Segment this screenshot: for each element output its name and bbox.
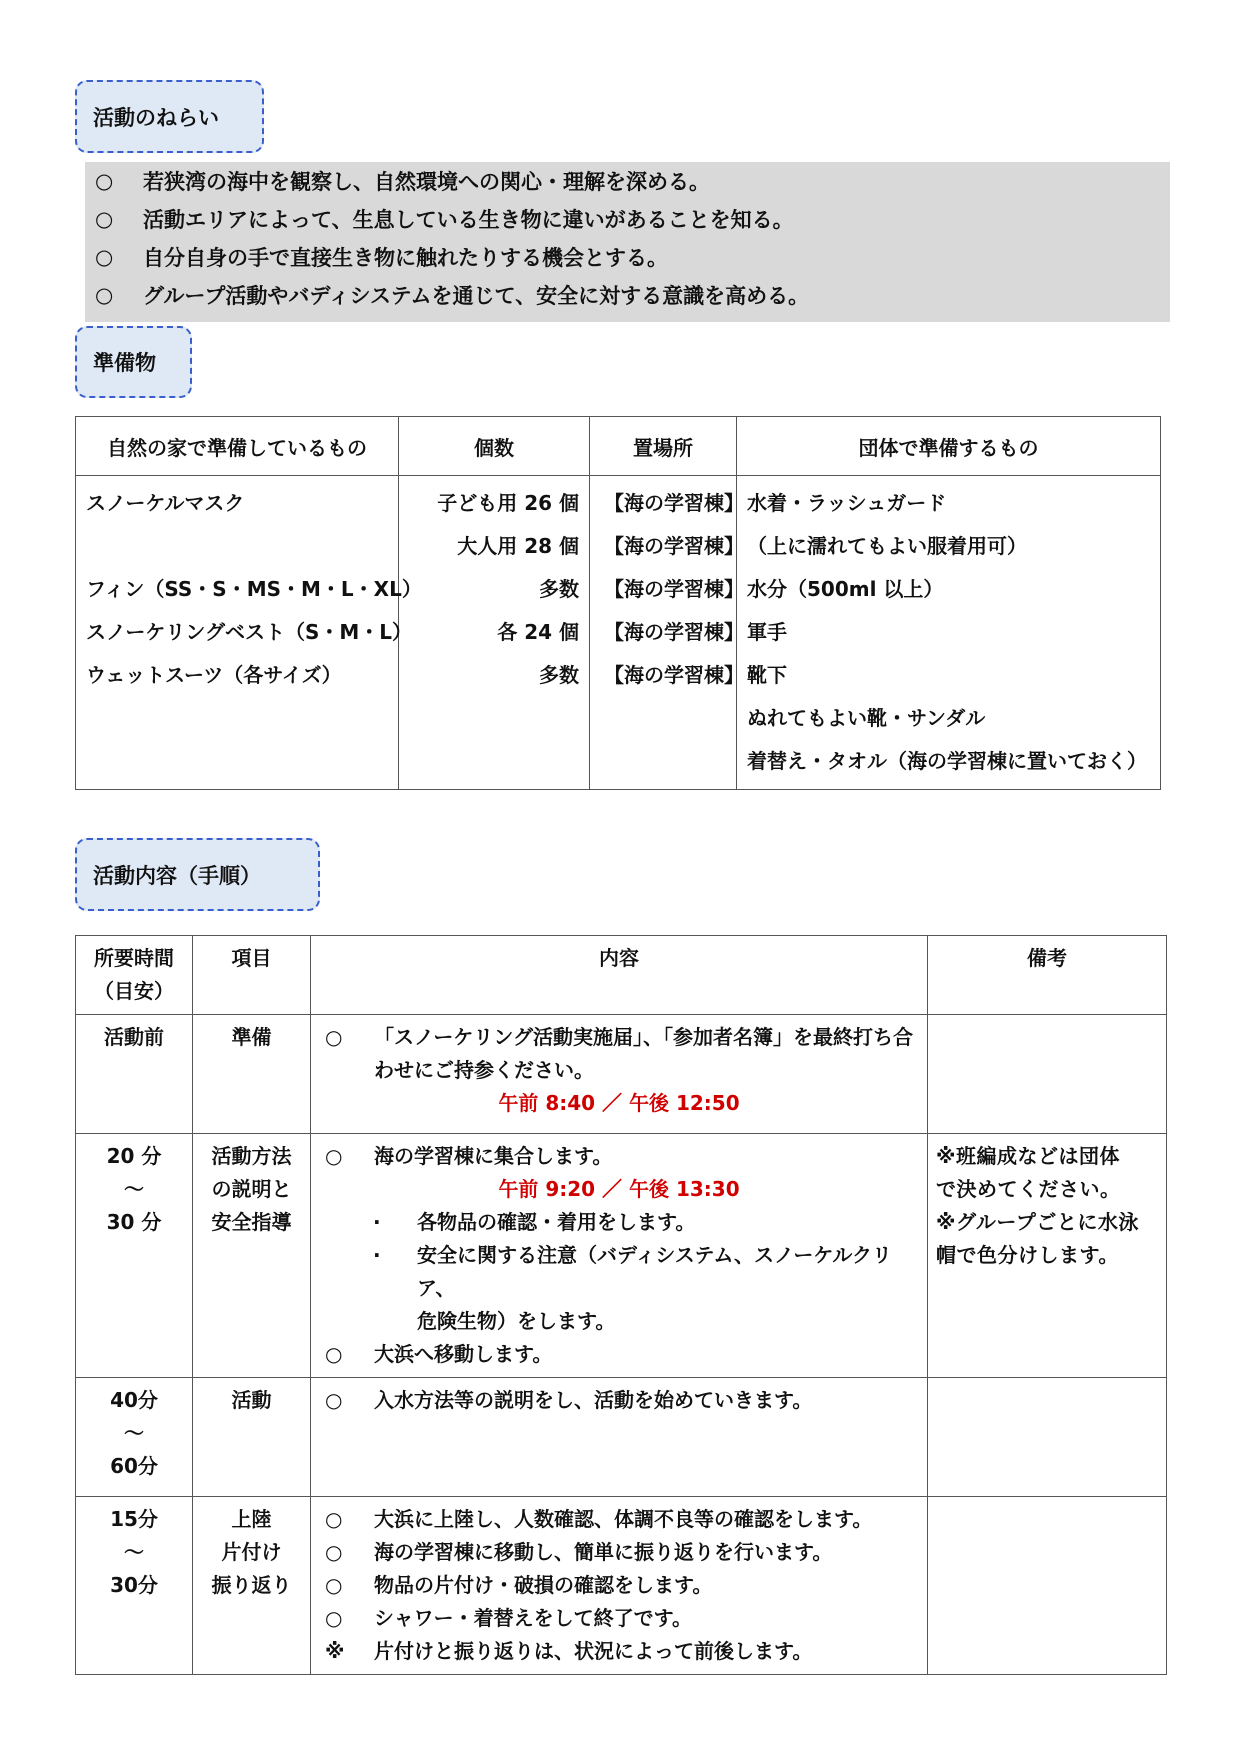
- header-count: 個数: [399, 417, 590, 476]
- content-text-b: 危険生物）をします。: [417, 1309, 616, 1333]
- circle-bullet: ○: [95, 283, 114, 307]
- locations-cell: [590, 476, 744, 790]
- procedure-table: [75, 935, 1167, 1675]
- circle-bullet: ○: [95, 207, 114, 231]
- time-text-c: 60分: [110, 1454, 158, 1478]
- item-location: 【海の学習棟】: [604, 534, 744, 558]
- content-cell: [311, 1015, 928, 1134]
- content-line: [319, 1503, 919, 1536]
- item-text-a: 上陸: [231, 1507, 272, 1531]
- facility-item: スノーケルマスク: [86, 491, 245, 515]
- table-row: [76, 1497, 1167, 1675]
- list-item: [85, 276, 1170, 314]
- header-group: 団体で準備するもの: [737, 417, 1161, 476]
- facility-item: [86, 525, 388, 568]
- content-line: [319, 1569, 919, 1602]
- header-time-sub: （目安）: [94, 979, 174, 1003]
- circle-bullet: ○: [325, 1573, 343, 1597]
- group-item: 着替え・タオル（海の学習棟に置いておく）: [747, 749, 1147, 773]
- time-cell: [76, 1497, 193, 1675]
- prep-table: [75, 416, 1161, 790]
- group-item: 軍手: [747, 620, 787, 644]
- table-header-row: [76, 936, 1167, 1015]
- aims-list: [85, 162, 1170, 322]
- content-text: [374, 1021, 913, 1087]
- content-text-a: 「スノーケリング活動実施届」、「参加者名簿」を最終打ち合: [374, 1025, 913, 1049]
- item-location: 【海の学習棟】: [604, 663, 744, 687]
- group-item: 水分（500ml 以上）: [747, 577, 944, 601]
- content-line: [319, 1206, 919, 1239]
- content-text: 海の学習棟に移動し、簡単に振り返りを行います。: [374, 1540, 833, 1564]
- content-line: [319, 1384, 919, 1417]
- group-items-cell: [737, 476, 1161, 790]
- group-item: 水着・ラッシュガード: [747, 491, 947, 515]
- dot-bullet: ·: [373, 1210, 381, 1234]
- time-text-c: 30分: [110, 1573, 158, 1597]
- facility-items-cell: [76, 476, 422, 790]
- notes-cell: [928, 1134, 1167, 1378]
- aim-text: グループ活動やバディシステムを通じて、安全に対する意識を高める。: [143, 284, 810, 308]
- content-text: シャワー・着替えをして終了です。: [374, 1606, 692, 1630]
- time-cell: [76, 1378, 193, 1497]
- time-text-b: ～: [124, 1540, 144, 1564]
- section-title-prep-text: 準備物: [93, 351, 156, 375]
- content-line: [319, 1140, 919, 1173]
- aim-text: 活動エリアによって、生息している生き物に違いがあることを知る。: [143, 208, 794, 232]
- facility-item: フィン（SS・S・MS・M・L・XL）: [86, 577, 422, 601]
- table-row: [76, 1134, 1167, 1378]
- list-item: [85, 162, 1170, 200]
- item-text-c: 安全指導: [211, 1210, 292, 1234]
- header-location: 置場所: [590, 417, 737, 476]
- content-text: 大浜に上陸し、人数確認、体調不良等の確認をします。: [374, 1507, 873, 1531]
- time-text-a: 20 分: [106, 1144, 162, 1168]
- time-text-c: 30 分: [106, 1210, 162, 1234]
- facility-item: スノーケリングベスト（S・M・L）: [86, 620, 413, 644]
- content-line: [319, 1021, 919, 1087]
- section-title-aims: [75, 80, 264, 153]
- section-title-procedure: [75, 838, 320, 911]
- header-facility: 自然の家で準備しているもの: [76, 417, 399, 476]
- header-time-label: 所要時間: [94, 946, 174, 970]
- item-location: 【海の学習棟】: [604, 577, 744, 601]
- header-item: 項目: [193, 936, 311, 1015]
- item-count: 多数: [539, 663, 579, 687]
- item-text-c: 振り返り: [211, 1573, 292, 1597]
- item-text-b: の説明と: [211, 1177, 292, 1201]
- time-cell: [76, 1134, 193, 1378]
- dot-bullet: ·: [373, 1243, 381, 1267]
- content-text: 大浜へ移動します。: [374, 1342, 553, 1366]
- table-row: [76, 1015, 1167, 1134]
- list-item: [85, 238, 1170, 276]
- reference-mark: ※: [325, 1639, 345, 1663]
- circle-bullet: ○: [325, 1144, 343, 1168]
- item-location: 【海の学習棟】: [604, 491, 744, 515]
- item-text-a: 活動方法: [211, 1144, 292, 1168]
- time-text-b: ～: [124, 1177, 144, 1201]
- notes-cell: [928, 1497, 1167, 1675]
- header-time: [76, 936, 193, 1015]
- group-item: ぬれてもよい靴・サンダル: [747, 706, 986, 730]
- header-notes: 備考: [928, 936, 1167, 1015]
- table-row: [76, 1378, 1167, 1497]
- table-row: [76, 476, 1161, 790]
- aim-text: 若狭湾の海中を観察し、自然環境への関心・理解を深める。: [143, 170, 710, 194]
- table-header-row: [76, 417, 1161, 476]
- item-count: 大人用 28 個: [457, 534, 579, 558]
- item-text-b: 片付け: [221, 1540, 282, 1564]
- content-text: [417, 1239, 919, 1338]
- circle-bullet: ○: [325, 1540, 343, 1564]
- note-text-a: ※班編成などは団体: [936, 1144, 1120, 1168]
- content-line: [319, 1602, 919, 1635]
- group-item: 靴下: [747, 663, 787, 687]
- time-text-a: 40分: [110, 1388, 158, 1412]
- item-count: 多数: [539, 577, 579, 601]
- content-text: 海の学習棟に集合します。: [374, 1144, 613, 1168]
- content-cell: [311, 1497, 928, 1675]
- circle-bullet: ○: [325, 1606, 343, 1630]
- item-cell: [193, 1134, 311, 1378]
- aim-text: 自分自身の手で直接生き物に触れたりする機会とする。: [143, 246, 668, 270]
- notes-cell: [928, 1378, 1167, 1497]
- note-text-d: 帽で色分けします。: [936, 1243, 1119, 1267]
- section-title-procedure-text: 活動内容（手順）: [93, 863, 261, 888]
- circle-bullet: ○: [325, 1025, 343, 1049]
- schedule-time-red: 午前 9:20 ／ 午後 13:30: [498, 1177, 740, 1201]
- item-count: 子ども用 26 個: [437, 491, 579, 515]
- item-cell: [193, 1497, 311, 1675]
- circle-bullet: ○: [325, 1507, 343, 1531]
- item-location: 【海の学習棟】: [604, 620, 744, 644]
- section-title-aims-text: 活動のねらい: [93, 105, 219, 130]
- content-cell: [311, 1134, 928, 1378]
- content-line: [319, 1635, 919, 1668]
- content-line: [319, 1338, 919, 1371]
- content-line: [319, 1239, 919, 1338]
- schedule-time-red: 午前 8:40 ／ 午後 12:50: [498, 1091, 740, 1115]
- circle-bullet: ○: [325, 1388, 343, 1412]
- counts-cell: [399, 476, 590, 790]
- circle-bullet: ○: [325, 1342, 343, 1366]
- time-text-a: 15分: [110, 1507, 158, 1531]
- note-text-b: で決めてください。: [936, 1177, 1121, 1201]
- content-text-a: 安全に関する注意（バディシステム、スノーケルクリア、: [417, 1243, 892, 1300]
- content-text: 入水方法等の説明をし、活動を始めていきます。: [374, 1388, 813, 1412]
- circle-bullet: ○: [95, 169, 114, 193]
- content-text: 片付けと振り返りは、状況によって前後します。: [374, 1639, 813, 1663]
- time-cell: 活動前: [76, 1015, 193, 1134]
- list-item: [85, 200, 1170, 238]
- notes-cell: [928, 1015, 1167, 1134]
- content-line: [319, 1536, 919, 1569]
- content-cell: [311, 1378, 928, 1497]
- content-text-b: わせにご持参ください。: [374, 1058, 594, 1082]
- section-title-prep: [75, 326, 192, 398]
- circle-bullet: ○: [95, 245, 114, 269]
- time-text-b: ～: [124, 1421, 144, 1445]
- item-count: 各 24 個: [497, 620, 579, 644]
- content-text: 物品の片付け・破損の確認をします。: [374, 1573, 713, 1597]
- item-cell: 活動: [193, 1378, 311, 1497]
- group-item: （上に濡れてもよい服着用可）: [747, 534, 1027, 558]
- facility-item: ウェットスーツ（各サイズ）: [86, 663, 342, 687]
- note-text-c: ※グループごとに水泳: [936, 1210, 1139, 1234]
- item-cell: 準備: [193, 1015, 311, 1134]
- header-content: 内容: [311, 936, 928, 1015]
- content-text: 各物品の確認・着用をします。: [417, 1210, 696, 1234]
